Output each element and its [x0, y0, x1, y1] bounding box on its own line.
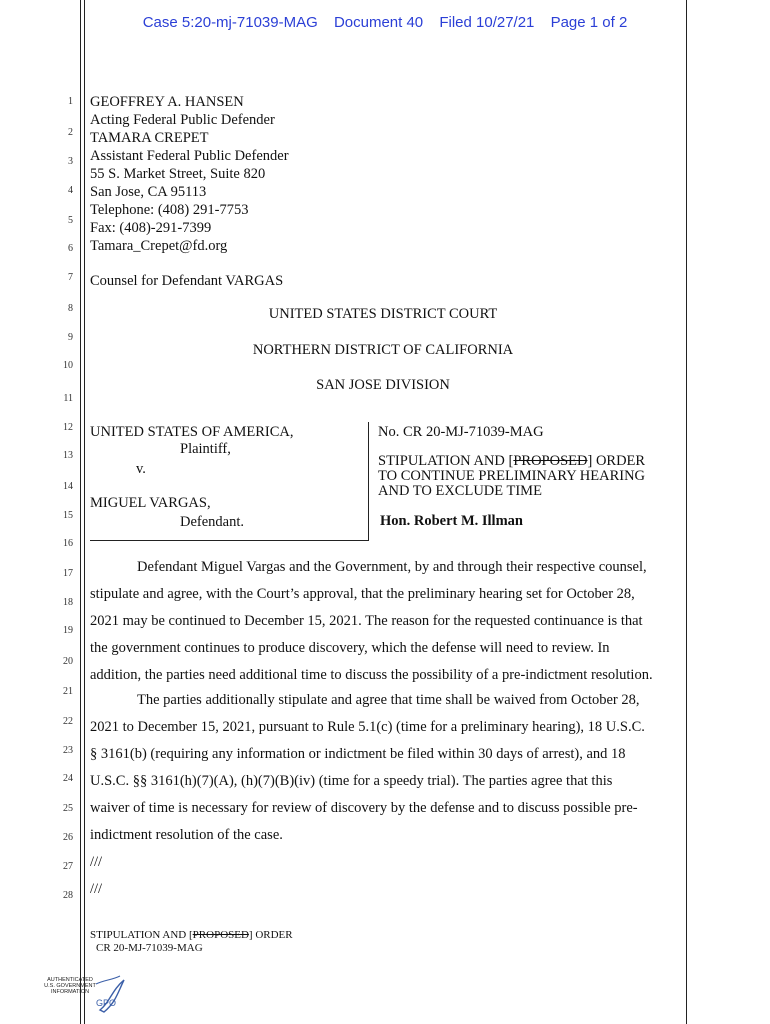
counsel-line: Assistant Federal Public Defender [90, 148, 289, 164]
line-number: 23 [63, 745, 73, 756]
body-line: stipulate and agree, with the Court’s approval, that the preliminary hearing set for October 28, [90, 586, 635, 602]
document-title-line3: AND TO EXCLUDE TIME [378, 483, 542, 499]
line-number: 10 [63, 360, 73, 371]
left-margin-rule-inner [84, 0, 85, 1024]
counsel-line: 55 S. Market Street, Suite 820 [90, 166, 266, 182]
line-number: 15 [63, 510, 73, 521]
court-name: UNITED STATES DISTRICT COURT [268, 306, 498, 322]
line-number: 5 [68, 215, 73, 226]
document-number-header: Document 40 [333, 14, 424, 31]
body-line: addition, the parties need additional time to discuss the possibility of a pre-indictment resolution. [90, 667, 653, 683]
body-line: waiver of time is necessary for review of discovery by the defense and to discuss possible pre- [90, 800, 638, 816]
line-number: 22 [63, 716, 73, 727]
line-number: 14 [63, 481, 73, 492]
line-number: 16 [63, 538, 73, 549]
gpo-authentication-seal [40, 972, 130, 1014]
gpo-seal-icon [40, 972, 130, 1014]
ecf-header [0, 14, 770, 31]
svg-text:AUTHENTICATED: AUTHENTICATED [47, 977, 93, 983]
line-number: 17 [63, 568, 73, 579]
line-number: 9 [68, 332, 73, 343]
line-number: 20 [63, 656, 73, 667]
filed-date-header: Filed 10/27/21 [439, 14, 535, 31]
line-number: 19 [63, 625, 73, 636]
line-number: 4 [68, 185, 73, 196]
struck-proposed: PROPOSED [513, 453, 588, 469]
body-line: The parties additionally stipulate and agree that time shall be waived from October 28, [137, 692, 640, 708]
plaintiff-name: UNITED STATES OF AMERICA, [90, 424, 294, 440]
footer-struck-proposed: PROPOSED [192, 929, 249, 941]
line-number: 13 [63, 450, 73, 461]
judge-name: Hon. Robert M. Illman [380, 513, 523, 529]
footer-title: STIPULATION AND [PROPOSED] ORDER [90, 929, 293, 941]
body-line: /// [90, 854, 103, 870]
counsel-line: Fax: (408)-291-7399 [90, 220, 212, 236]
court-district: NORTHERN DISTRICT OF CALIFORNIA [252, 342, 514, 358]
footer-case-number: CR 20-MJ-71039-MAG [96, 942, 203, 954]
body-line: Defendant Miguel Vargas and the Government, by and through their respective counsel, [137, 559, 647, 575]
line-number: 26 [63, 832, 73, 843]
counsel-email: Tamara_Crepet@fd.org [90, 238, 228, 254]
line-number: 12 [63, 422, 73, 433]
versus: v. [136, 461, 146, 477]
counsel-line: TAMARA CREPET [90, 130, 209, 146]
caption-vertical-divider [368, 422, 369, 540]
line-number: 25 [63, 803, 73, 814]
defendant-role: Defendant. [180, 514, 245, 530]
body-line: 2021 may be continued to December 15, 2021. The reason for the requested continuance is that [90, 613, 643, 629]
case-number: No. CR 20-MJ-71039-MAG [378, 424, 544, 440]
line-number: 28 [63, 890, 73, 901]
line-number: 11 [63, 393, 73, 404]
line-number: 7 [68, 272, 73, 283]
body-line: indictment resolution of the case. [90, 827, 283, 843]
counsel-line: San Jose, CA 95113 [90, 184, 207, 200]
body-line: the government continues to produce discovery, which the defense will need to review. In [90, 640, 610, 656]
line-number: 18 [63, 597, 73, 608]
body-line: U.S.C. §§ 3161(h)(7)(A), (h)(7)(B)(iv) (time for a speedy trial). The parties agree that this [90, 773, 613, 789]
counsel-line: GEOFFREY A. HANSEN [90, 94, 244, 110]
line-number: 8 [68, 303, 73, 314]
svg-text:INFORMATION: INFORMATION [50, 989, 90, 995]
document-title-line1: STIPULATION AND [PROPOSED] ORDER [378, 453, 646, 469]
body-line: 2021 to December 15, 2021, pursuant to Rule 5.1(c) (time for a preliminary hearing), 18 U.S.C. [90, 719, 645, 735]
case-number-header: Case 5:20-mj-71039-MAG [142, 14, 318, 31]
counsel-line: Acting Federal Public Defender [90, 112, 275, 128]
right-margin-rule [686, 0, 687, 1024]
page-count-header: Page 1 of 2 [550, 14, 628, 31]
body-line: /// [90, 881, 103, 897]
line-number: 6 [68, 243, 73, 254]
svg-text:U.S. GOVERNMENT: U.S. GOVERNMENT [44, 983, 96, 989]
court-division: SAN JOSE DIVISION [316, 377, 450, 393]
line-number: 1 [68, 96, 73, 107]
line-number: 21 [63, 686, 73, 697]
left-margin-rule-outer [80, 0, 81, 1024]
counsel-for: Counsel for Defendant VARGAS [90, 273, 284, 289]
svg-text:GPO: GPO [96, 998, 117, 1008]
document-title-line2: TO CONTINUE PRELIMINARY HEARING [378, 468, 646, 484]
body-line: § 3161(b) (requiring any information or indictment be filed within 30 days of arrest), and 18 [90, 746, 626, 762]
defendant-name: MIGUEL VARGAS, [90, 495, 211, 511]
line-number: 27 [63, 861, 73, 872]
plaintiff-role: Plaintiff, [180, 441, 231, 457]
line-number: 24 [63, 773, 73, 784]
line-number: 2 [68, 127, 73, 138]
caption-bottom-rule [90, 540, 369, 541]
line-number: 3 [68, 156, 73, 167]
counsel-line: Telephone: (408) 291-7753 [90, 202, 249, 218]
